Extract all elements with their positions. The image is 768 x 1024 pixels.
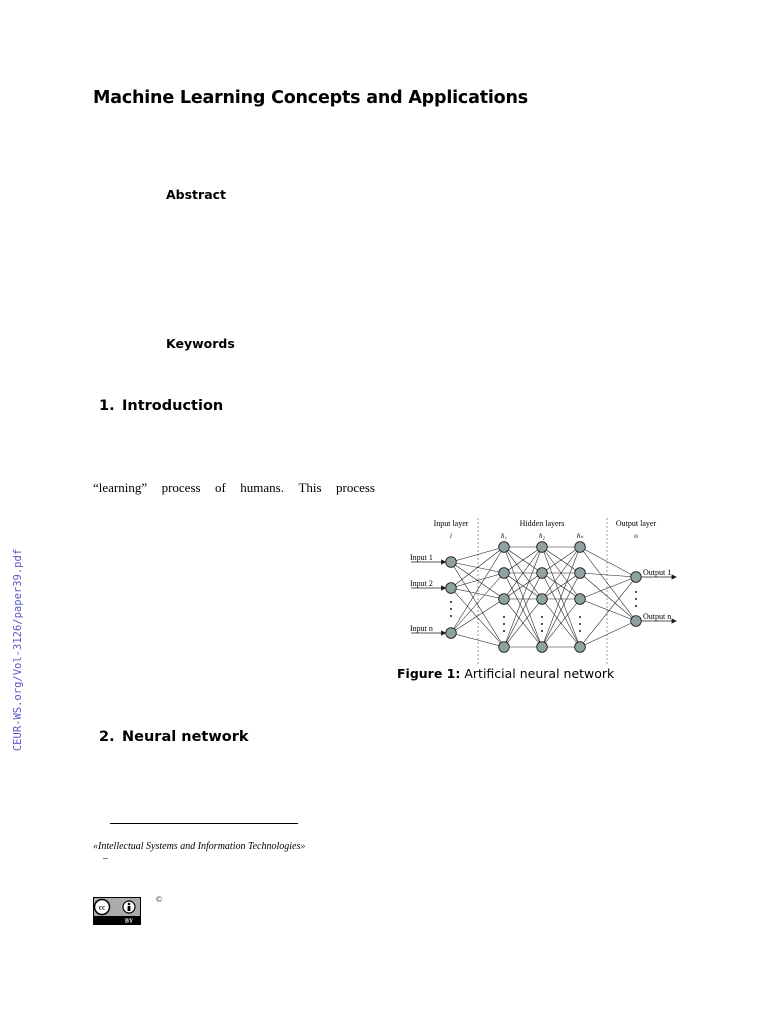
ellipsis-dot bbox=[635, 591, 637, 593]
network-edge bbox=[580, 573, 636, 577]
ellipsis-dot bbox=[541, 616, 543, 618]
neural-network-figure bbox=[408, 514, 678, 666]
ellipsis-dot bbox=[579, 630, 581, 632]
network-node bbox=[446, 628, 457, 639]
network-node bbox=[575, 594, 586, 605]
network-node bbox=[446, 557, 457, 568]
output-symbol: o bbox=[634, 532, 638, 540]
word: process bbox=[161, 480, 201, 495]
network-edge bbox=[580, 547, 636, 577]
network-node bbox=[575, 642, 586, 653]
ellipsis-dot bbox=[450, 601, 452, 603]
network-node bbox=[631, 572, 642, 583]
network-node bbox=[537, 568, 548, 579]
hidden-layers-label: Hidden layers bbox=[519, 519, 565, 528]
section-heading-introduction bbox=[93, 398, 223, 414]
network-edge bbox=[451, 588, 504, 647]
ellipsis-dot bbox=[450, 615, 452, 617]
figure-caption-label: Figure 1: bbox=[397, 666, 461, 681]
input-symbol: i bbox=[450, 532, 452, 540]
ellipsis-dot bbox=[579, 616, 581, 618]
by-badge-text: BY bbox=[124, 918, 134, 925]
word: This bbox=[298, 480, 322, 495]
network-node bbox=[499, 542, 510, 553]
cc-by-license-icon bbox=[93, 897, 141, 925]
ellipsis-dot bbox=[503, 623, 505, 625]
word: “learning” bbox=[93, 480, 148, 495]
output-layer-label: Output layer bbox=[615, 519, 657, 528]
footnote-divider bbox=[110, 823, 298, 824]
output-1-label: Output 1 bbox=[643, 568, 672, 577]
network-node bbox=[575, 542, 586, 553]
network-node bbox=[537, 542, 548, 553]
network-node bbox=[499, 642, 510, 653]
word: of bbox=[215, 480, 226, 495]
section-number: 1. bbox=[99, 398, 115, 414]
section-title: Neural network bbox=[122, 729, 249, 745]
paper-title: Machine Learning Concepts and Applications bbox=[93, 88, 528, 108]
section-heading-neural-network bbox=[93, 729, 249, 745]
word: process bbox=[336, 480, 375, 495]
arrow-head bbox=[442, 586, 446, 590]
input-2-label: Input 2 bbox=[410, 579, 433, 588]
network-edge bbox=[451, 562, 504, 647]
figure-caption bbox=[397, 666, 614, 681]
network-node bbox=[537, 642, 548, 653]
network-node bbox=[537, 594, 548, 605]
footnote-venue: «Intellectual Systems and Information Technologies» bbox=[93, 841, 306, 852]
hn-label: hₙ bbox=[576, 532, 584, 540]
network-edge bbox=[451, 633, 504, 647]
network-edge bbox=[580, 621, 636, 647]
input-layer-label: Input layer bbox=[433, 519, 469, 528]
ellipsis-dot bbox=[635, 605, 637, 607]
abstract-heading: Abstract bbox=[166, 187, 227, 202]
figure-caption-text: Artificial neural network bbox=[464, 666, 615, 681]
network-node bbox=[499, 568, 510, 579]
network-node bbox=[631, 616, 642, 627]
h1-label: h₁ bbox=[501, 532, 507, 540]
copyright-symbol: © bbox=[156, 895, 163, 904]
output-n-label: Output n bbox=[643, 612, 672, 621]
arrow-head bbox=[442, 631, 446, 635]
network-edge bbox=[580, 577, 636, 647]
ellipsis-dot bbox=[579, 623, 581, 625]
ellipsis-dot bbox=[450, 608, 452, 610]
network-node bbox=[446, 583, 457, 594]
word: humans. bbox=[240, 480, 284, 495]
keywords-heading: Keywords bbox=[166, 336, 235, 351]
cc-badge-text: cc bbox=[98, 903, 106, 912]
intro-body-line bbox=[93, 480, 375, 496]
input-1-label: Input 1 bbox=[410, 553, 433, 562]
ellipsis-dot bbox=[503, 616, 505, 618]
section-number: 2. bbox=[99, 729, 115, 745]
ellipsis-dot bbox=[503, 630, 505, 632]
section-title: Introduction bbox=[122, 398, 224, 414]
ellipsis-dot bbox=[541, 623, 543, 625]
arrow-head bbox=[672, 575, 676, 579]
arrow-head bbox=[672, 619, 676, 623]
footnote-dash: – bbox=[103, 853, 108, 864]
network-node bbox=[575, 568, 586, 579]
input-n-label: Input n bbox=[410, 624, 433, 633]
arrow-head bbox=[442, 560, 446, 564]
ellipsis-dot bbox=[541, 630, 543, 632]
network-node bbox=[499, 594, 510, 605]
ceur-ws-side-link[interactable]: CEUR-WS.org/Vol-3126/paper39.pdf bbox=[12, 548, 24, 752]
ellipsis-dot bbox=[635, 598, 637, 600]
h2-label: h₂ bbox=[539, 532, 545, 540]
